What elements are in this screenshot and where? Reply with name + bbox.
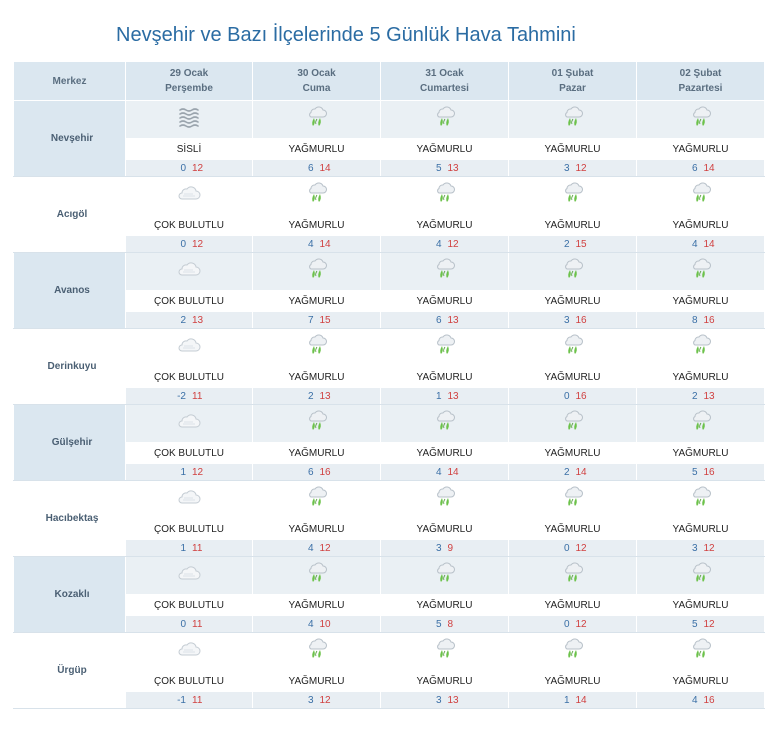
temperature-cell [509,616,637,633]
cloudy-icon [177,637,201,661]
temperature-cell [253,160,381,177]
weather-condition: YAĞMURLU [381,595,509,616]
weather-icon-cell [509,481,637,519]
min-temp: 4 [435,466,442,478]
temperature-cell [381,388,509,405]
rain-icon [561,637,585,661]
page-title: Nevşehir ve Bazı İlçelerinde 5 Günlük Hava Tahmini [116,24,576,46]
weather-condition: YAĞMURLU [253,595,381,616]
temperature-cell [637,616,765,633]
min-temp: 6 [691,162,698,174]
header-day [509,62,637,101]
header-date: 29 Ocak [169,68,209,79]
table-row [14,692,765,709]
weather-condition: YAĞMURLU [253,367,381,388]
weather-icon-cell [509,329,637,367]
weather-icon-cell [637,253,765,291]
rain-icon [305,105,329,129]
rain-icon [305,561,329,585]
weather-condition: ÇOK BULUTLU [126,519,253,540]
min-temp: 0 [180,162,186,174]
weather-condition: SİSLİ [126,139,253,160]
weather-icon-cell [381,481,509,519]
max-temp: 12 [703,618,715,630]
rain-icon [433,181,457,205]
max-temp: 14 [703,162,715,174]
min-temp: 3 [563,314,570,326]
weather-icon-cell [381,633,509,671]
min-temp: 3 [563,162,570,174]
forecast-table [13,61,765,709]
weather-icon-cell [126,557,253,595]
temperature-cell [126,540,253,557]
temperature-cell [381,540,509,557]
cloudy-icon [177,333,201,357]
temperature-cell [253,464,381,481]
max-temp: 13 [192,314,204,326]
table-row [14,253,765,291]
min-temp: 6 [307,162,314,174]
max-temp: 12 [192,162,204,174]
rain-icon [433,333,457,357]
weather-condition: YAĞMURLU [381,291,509,312]
header-weekday: Cumartesi [420,83,469,94]
temperature-cell [253,616,381,633]
rain-icon [433,561,457,585]
min-temp: 5 [691,618,698,630]
temperature-cell [126,236,253,253]
rain-icon [561,561,585,585]
temperature-cell [253,388,381,405]
location-group [14,329,765,405]
weather-condition: YAĞMURLU [509,367,637,388]
weather-condition: ÇOK BULUTLU [126,595,253,616]
location-name: Nevşehir [14,101,126,177]
min-temp: 4 [691,238,698,250]
weather-icon-cell [253,481,381,519]
min-temp: 5 [691,466,698,478]
max-temp: 14 [319,238,331,250]
weather-condition: YAĞMURLU [253,671,381,692]
header-day [253,62,381,101]
max-temp: 12 [192,466,204,478]
min-temp: 3 [691,542,698,554]
table-row [14,329,765,367]
max-temp: 12 [192,238,204,250]
location-group [14,405,765,481]
temperature-cell [637,312,765,329]
weather-icon-cell [381,253,509,291]
weather-condition: YAĞMURLU [381,139,509,160]
rain-icon [689,409,713,433]
temperature-cell [637,160,765,177]
min-temp: 3 [435,694,442,706]
table-row [14,177,765,215]
rain-icon [689,485,713,509]
rain-icon [305,637,329,661]
rain-icon [433,485,457,509]
min-temp: 2 [563,466,570,478]
min-temp: -1 [177,694,186,706]
temperature-cell [253,692,381,709]
location-group [14,481,765,557]
header-day [381,62,509,101]
weather-icon-cell [126,101,253,139]
min-temp: 4 [307,618,314,630]
weather-condition: YAĞMURLU [509,671,637,692]
rain-icon [561,333,585,357]
max-temp: 13 [447,314,459,326]
min-temp: 5 [435,162,442,174]
min-temp: 3 [435,542,442,554]
min-temp: 1 [435,390,442,402]
weather-icon-cell [509,177,637,215]
table-row [14,443,765,464]
location-group [14,177,765,253]
min-temp: 2 [691,390,698,402]
rain-icon [305,485,329,509]
weather-icon-cell [126,633,253,671]
table-row [14,367,765,388]
rain-icon [561,409,585,433]
weather-icon-cell [126,177,253,215]
max-temp: 14 [575,694,587,706]
header-date: 30 Ocak [297,68,336,79]
temperature-cell [126,312,253,329]
table-row [14,633,765,671]
max-temp: 15 [575,238,587,250]
weather-condition: YAĞMURLU [509,291,637,312]
table-row [14,139,765,160]
weather-condition: YAĞMURLU [509,443,637,464]
rain-icon [689,105,713,129]
weather-icon-cell [637,633,765,671]
temperature-cell [637,236,765,253]
max-temp: 11 [192,390,203,402]
min-temp: 2 [307,390,314,402]
table-row [14,595,765,616]
table-row [14,312,765,329]
table-row [14,540,765,557]
table-row [14,405,765,443]
max-temp: 12 [575,162,587,174]
rain-icon [433,257,457,281]
weather-icon-cell [637,557,765,595]
max-temp: 16 [703,466,715,478]
weather-condition: YAĞMURLU [637,443,765,464]
max-temp: 12 [447,238,459,250]
table-row [14,671,765,692]
weather-icon-cell [509,633,637,671]
temperature-cell [637,388,765,405]
max-temp: 12 [703,542,715,554]
rain-icon [305,257,329,281]
location-name: Avanos [14,253,126,329]
rain-icon [433,409,457,433]
max-temp: 15 [319,314,331,326]
rain-icon [689,561,713,585]
rain-icon [561,485,585,509]
weather-condition: YAĞMURLU [253,519,381,540]
header-weekday: Cuma [302,83,331,94]
table-row [14,291,765,312]
max-temp: 16 [703,694,715,706]
weather-icon-cell [509,557,637,595]
weather-icon-cell [637,405,765,443]
weather-icon-cell [381,329,509,367]
weather-condition: ÇOK BULUTLU [126,443,253,464]
weather-icon-cell [509,253,637,291]
fog-icon [177,105,201,129]
min-temp: -2 [177,390,186,402]
rain-icon [689,181,713,205]
weather-condition: YAĞMURLU [381,443,509,464]
max-temp: 12 [575,542,587,554]
min-temp: 6 [435,314,442,326]
max-temp: 14 [575,466,587,478]
max-temp: 13 [447,390,459,402]
temperature-cell [509,160,637,177]
min-temp: 4 [435,238,442,250]
temperature-cell [126,464,253,481]
temperature-cell [509,388,637,405]
max-temp: 8 [447,618,454,630]
min-temp: 0 [563,542,570,554]
weather-icon-cell [253,329,381,367]
weather-condition: YAĞMURLU [253,443,381,464]
weather-condition: YAĞMURLU [509,139,637,160]
weather-icon-cell [381,405,509,443]
weather-condition: YAĞMURLU [637,671,765,692]
min-temp: 7 [307,314,314,326]
forecast-header [14,62,765,101]
location-name: Ürgüp [14,633,126,709]
weather-condition: YAĞMURLU [509,595,637,616]
table-row [14,519,765,540]
temperature-cell [509,236,637,253]
max-temp: 14 [703,238,715,250]
weather-icon-cell [126,329,253,367]
weather-icon-cell [381,101,509,139]
temperature-cell [126,692,253,709]
temperature-cell [126,160,253,177]
min-temp: 8 [691,314,698,326]
temperature-cell [253,312,381,329]
max-temp: 10 [319,618,331,630]
location-name: Acıgöl [14,177,126,253]
weather-condition: YAĞMURLU [637,215,765,236]
weather-condition: YAĞMURLU [509,215,637,236]
temperature-cell [381,160,509,177]
weather-icon-cell [126,481,253,519]
table-row [14,101,765,139]
weather-condition: YAĞMURLU [253,139,381,160]
max-temp: 13 [319,390,331,402]
max-temp: 13 [447,694,459,706]
weather-icon-cell [126,253,253,291]
min-temp: 1 [180,542,186,554]
cloudy-icon [177,561,201,585]
max-temp: 16 [703,314,715,326]
rain-icon [433,637,457,661]
rain-icon [689,637,713,661]
temperature-cell [381,236,509,253]
max-temp: 13 [703,390,715,402]
header-merkez: Merkez [14,62,126,101]
location-group [14,101,765,177]
weather-condition: ÇOK BULUTLU [126,215,253,236]
temperature-cell [381,692,509,709]
min-temp: 1 [563,694,570,706]
temperature-cell [126,388,253,405]
weather-condition: ÇOK BULUTLU [126,291,253,312]
header-date: 02 Şubat [679,68,722,79]
location-name: Kozaklı [14,557,126,633]
header-date: 01 Şubat [551,68,594,79]
temperature-cell [381,312,509,329]
min-temp: 0 [563,618,570,630]
temperature-cell [637,692,765,709]
max-temp: 16 [319,466,331,478]
weather-icon-cell [381,557,509,595]
min-temp: 4 [691,694,698,706]
max-temp: 11 [192,618,203,630]
temperature-cell [381,464,509,481]
weather-condition: YAĞMURLU [381,367,509,388]
min-temp: 5 [435,618,442,630]
location-group [14,557,765,633]
min-temp: 1 [180,466,186,478]
max-temp: 16 [575,390,587,402]
weather-icon-cell [509,101,637,139]
weather-condition: YAĞMURLU [637,367,765,388]
weather-icon-cell [637,177,765,215]
weather-icon-cell [253,633,381,671]
weather-icon-cell [253,101,381,139]
temperature-cell [637,464,765,481]
max-temp: 12 [319,542,331,554]
max-temp: 9 [447,542,454,554]
rain-icon [561,181,585,205]
table-row [14,616,765,633]
temperature-cell [509,692,637,709]
weather-condition: YAĞMURLU [637,139,765,160]
header-weekday: Pazar [559,83,586,94]
min-temp: 0 [563,390,570,402]
min-temp: 4 [307,238,314,250]
max-temp: 11 [192,542,203,554]
rain-icon [561,257,585,281]
weather-icon-cell [381,177,509,215]
weather-condition: YAĞMURLU [381,671,509,692]
weather-icon-cell [637,101,765,139]
weather-condition: YAĞMURLU [381,519,509,540]
rain-icon [689,333,713,357]
weather-icon-cell [637,481,765,519]
header-weekday: Pazartesi [678,83,723,94]
temperature-cell [253,540,381,557]
temperature-cell [509,312,637,329]
cloudy-icon [177,257,201,281]
header-day [126,62,253,101]
temperature-cell [637,540,765,557]
max-temp: 12 [319,694,331,706]
table-row [14,464,765,481]
weather-condition: YAĞMURLU [509,519,637,540]
table-row [14,557,765,595]
temperature-cell [253,236,381,253]
location-name: Hacıbektaş [14,481,126,557]
min-temp: 6 [307,466,314,478]
weather-icon-cell [253,253,381,291]
weather-condition: ÇOK BULUTLU [126,671,253,692]
weather-condition: YAĞMURLU [253,291,381,312]
rain-icon [305,333,329,357]
table-row [14,160,765,177]
cloudy-icon [177,485,201,509]
weather-condition: YAĞMURLU [637,291,765,312]
weather-icon-cell [253,177,381,215]
max-temp: 11 [192,694,203,706]
rain-icon [305,409,329,433]
min-temp: 3 [307,694,314,706]
weather-icon-cell [253,557,381,595]
weather-condition: YAĞMURLU [637,595,765,616]
location-group [14,633,765,709]
weather-icon-cell [126,405,253,443]
max-temp: 16 [575,314,587,326]
max-temp: 14 [319,162,331,174]
weather-icon-cell [637,329,765,367]
temperature-cell [381,616,509,633]
temperature-cell [509,540,637,557]
table-row [14,481,765,519]
max-temp: 13 [447,162,459,174]
location-group [14,253,765,329]
weather-condition: YAĞMURLU [381,215,509,236]
rain-icon [305,181,329,205]
header-date: 31 Ocak [425,68,464,79]
weather-icon-cell [253,405,381,443]
weather-condition: YAĞMURLU [253,215,381,236]
weather-condition: YAĞMURLU [637,519,765,540]
cloudy-icon [177,181,201,205]
location-name: Derinkuyu [14,329,126,405]
min-temp: 0 [180,618,186,630]
location-name: Gülşehir [14,405,126,481]
min-temp: 4 [307,542,314,554]
table-row [14,236,765,253]
min-temp: 2 [563,238,570,250]
temperature-cell [126,616,253,633]
temperature-cell [509,464,637,481]
table-row [14,215,765,236]
min-temp: 0 [180,238,186,250]
rain-icon [561,105,585,129]
header-weekday: Perşembe [165,83,213,94]
weather-icon-cell [509,405,637,443]
rain-icon [689,257,713,281]
max-temp: 12 [575,618,587,630]
weather-condition: ÇOK BULUTLU [126,367,253,388]
cloudy-icon [177,409,201,433]
rain-icon [433,105,457,129]
header-day [637,62,765,101]
min-temp: 2 [180,314,186,326]
table-row [14,388,765,405]
max-temp: 14 [447,466,459,478]
